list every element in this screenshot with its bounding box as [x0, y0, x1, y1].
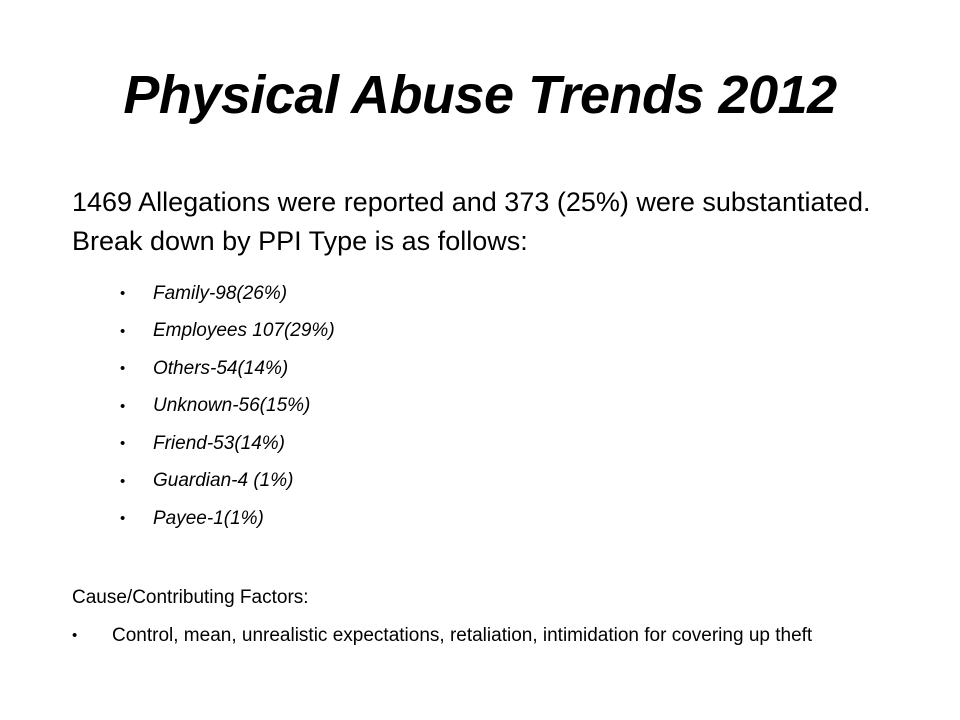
list-item [120, 425, 335, 463]
bullet-icon: • [120, 435, 126, 453]
list-item-text: Payee-1(1%) [153, 507, 264, 529]
bullet-icon: • [120, 285, 126, 303]
bullet-icon: • [120, 472, 126, 490]
factor-list-item [72, 622, 942, 650]
list-item [120, 313, 335, 351]
list-item [120, 350, 335, 388]
list-item [120, 275, 335, 313]
factors-heading: Cause/Contributing Factors: [72, 587, 309, 608]
bullet-icon: • [120, 397, 126, 415]
list-item [120, 500, 335, 538]
list-item-text: Employees 107(29%) [153, 320, 335, 342]
list-item-text: Guardian-4 (1%) [153, 470, 294, 492]
bullet-icon: • [72, 627, 78, 644]
bullet-icon: • [120, 360, 126, 378]
bullet-icon: • [120, 322, 126, 340]
list-item [120, 463, 335, 501]
list-item-text: Unknown-56(15%) [153, 395, 311, 417]
list-item-text: Others-54(14%) [153, 357, 289, 379]
intro-paragraph: 1469 Allegations were reported and 373 (25%) were substantiated. Break down by PPI Type is as follows: [72, 187, 871, 256]
list-item-text: Friend-53(14%) [153, 432, 285, 454]
slide-title: Physical Abuse Trends 2012 [123, 65, 837, 125]
list-item [120, 388, 335, 426]
ppi-type-list [120, 275, 335, 538]
factor-text: Control, mean, unrealistic expectations, retaliation, intimidation for covering up theft [112, 625, 813, 646]
list-item-text: Family-98(26%) [153, 282, 288, 304]
bullet-icon: • [120, 510, 126, 528]
